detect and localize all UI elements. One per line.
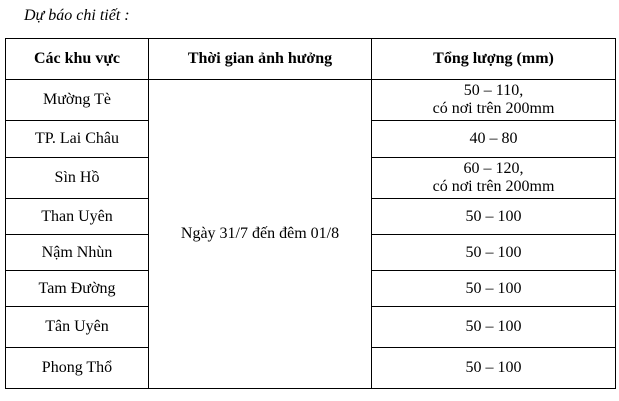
amount-cell [372,80,616,121]
amount-line: 50 – 100 [465,207,522,225]
amount-note: có nơi trên 200mm [432,100,555,117]
section-caption: Dự báo chi tiết : [24,7,130,24]
amount-cell [372,199,616,235]
header-area: Các khu vực [6,39,149,80]
table-header-row [6,39,616,80]
area-cell: Tam Đường [6,271,149,307]
amount-line: 60 – 120, [463,160,524,177]
amount-line: 40 – 80 [469,130,518,147]
amount-note: có nơi trên 200mm [432,178,555,195]
table-row [6,80,616,121]
amount-cell [372,235,616,271]
time-period-cell: Ngày 31/7 đến đêm 01/8 [149,80,372,389]
area-cell: TP. Lai Châu [6,121,149,158]
area-cell: Phong Thổ [6,348,149,389]
header-amount: Tổng lượng (mm) [372,39,616,80]
amount-cell [372,271,616,307]
amount-line: 50 – 110, [463,82,524,99]
amount-cell [372,158,616,199]
header-time: Thời gian ảnh hưởng [149,39,372,80]
area-cell: Mường Tè [6,80,149,121]
amount-cell [372,348,616,389]
amount-cell [372,121,616,158]
amount-line: 50 – 100 [465,359,522,376]
amount-line: 50 – 100 [465,243,522,261]
amount-cell [372,307,616,348]
area-cell: Sìn Hồ [6,158,149,199]
area-cell: Than Uyên [6,199,149,235]
amount-line: 50 – 100 [465,279,522,297]
area-cell: Nậm Nhùn [6,235,149,271]
amount-line: 50 – 100 [465,318,522,335]
forecast-table [5,38,616,389]
area-cell: Tân Uyên [6,307,149,348]
